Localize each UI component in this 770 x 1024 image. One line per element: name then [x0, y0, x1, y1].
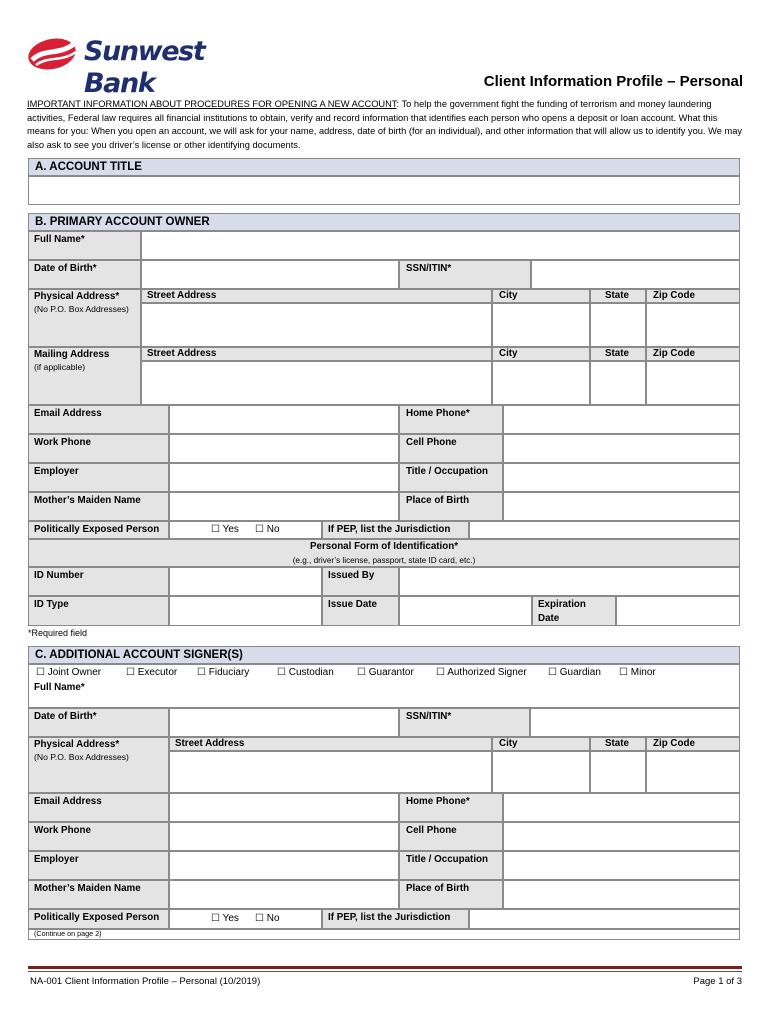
signer-pep-jurisdiction-input[interactable]	[469, 909, 740, 929]
mailing-zip-input[interactable]	[646, 361, 740, 405]
mailing-state-label: State	[605, 348, 629, 359]
cell-phone-label: Cell Phone	[406, 437, 457, 448]
id-number-label: ID Number	[34, 570, 84, 581]
signer-pep-jurisdiction-label: If PEP, list the Jurisdiction	[328, 912, 451, 923]
signer-pep-choice-cell	[169, 909, 322, 929]
account-title-input[interactable]	[28, 176, 740, 205]
cell-phone-input[interactable]	[503, 434, 740, 463]
sunwest-logo	[26, 34, 246, 99]
physical-zip-input[interactable]	[646, 303, 740, 347]
id-type-input[interactable]	[169, 596, 322, 626]
mailing-zip-label: Zip Code	[653, 348, 695, 359]
mailing-street-input[interactable]	[141, 361, 492, 405]
signer-city-label: City	[499, 738, 518, 749]
city-label: City	[499, 290, 518, 301]
continue-note: (Continue on page 2)	[34, 929, 102, 938]
signer-ssn-input[interactable]	[530, 708, 740, 737]
full-name-input[interactable]	[141, 231, 740, 260]
signer-cell-phone-label: Cell Phone	[406, 825, 457, 836]
maiden-name-input[interactable]	[169, 492, 399, 521]
signer-zip-label: Zip Code	[653, 738, 695, 749]
role-custodian-checkbox[interactable]: ☐ Custodian	[277, 667, 334, 678]
signer-birthplace-input[interactable]	[503, 880, 740, 909]
footer-rule-thin	[28, 971, 742, 972]
signer-pep-yes-checkbox[interactable]: ☐ Yes	[211, 913, 239, 924]
pep-no-checkbox[interactable]: ☐ No	[255, 524, 280, 535]
signer-home-phone-label: Home Phone*	[406, 796, 470, 807]
role-fiduciary-checkbox[interactable]: ☐ Fiduciary	[197, 667, 250, 678]
physical-street-input[interactable]	[141, 303, 492, 347]
id-number-input[interactable]	[169, 567, 322, 596]
email-label: Email Address	[34, 408, 102, 419]
pep-label: Politically Exposed Person	[34, 524, 160, 535]
signer-zip-input[interactable]	[646, 751, 740, 793]
signer-no-po-note: (No P.O. Box Addresses)	[34, 752, 129, 762]
physical-address-label: Physical Address*	[34, 291, 120, 302]
id-type-label: ID Type	[34, 599, 69, 610]
expiration-label: Expiration	[538, 599, 586, 610]
pep-jurisdiction-input[interactable]	[469, 521, 740, 539]
mailing-address-label: Mailing Address	[34, 349, 110, 360]
signer-pep-label: Politically Exposed Person	[34, 912, 160, 923]
mailing-street-label: Street Address	[147, 348, 217, 359]
signer-pep-no-checkbox[interactable]: ☐ No	[255, 913, 280, 924]
id-form-title: Personal Form of Identification*	[309, 541, 459, 552]
email-input[interactable]	[169, 405, 399, 434]
signer-maiden-label: Mother’s Maiden Name	[34, 883, 141, 894]
role-guardian-checkbox[interactable]: ☐ Guardian	[548, 667, 601, 678]
mailing-state-input[interactable]	[590, 361, 646, 405]
intro-heading: IMPORTANT INFORMATION ABOUT PROCEDURES FOR OPENING A NEW ACCOUNT	[27, 99, 397, 109]
form-title: Client Information Profile – Personal	[483, 73, 743, 90]
issue-date-input[interactable]	[399, 596, 532, 626]
physical-city-input[interactable]	[492, 303, 590, 347]
no-po-note: (No P.O. Box Addresses)	[34, 304, 129, 314]
signer-work-phone-label: Work Phone	[34, 825, 91, 836]
mailing-city-input[interactable]	[492, 361, 590, 405]
expiration-date-input[interactable]	[616, 596, 740, 626]
signer-dob-input[interactable]	[169, 708, 399, 737]
signer-ssn-label: SSN/ITIN*	[406, 711, 452, 722]
signer-birthplace-label: Place of Birth	[406, 883, 470, 894]
state-label: State	[605, 290, 629, 301]
signer-city-input[interactable]	[492, 751, 590, 793]
section-b-header: B. PRIMARY ACCOUNT OWNER	[28, 213, 740, 231]
work-phone-input[interactable]	[169, 434, 399, 463]
required-note: *Required field	[28, 628, 88, 638]
title-occupation-input[interactable]	[503, 463, 740, 492]
signer-work-phone-input[interactable]	[169, 822, 399, 851]
section-a-header: A. ACCOUNT TITLE	[28, 158, 740, 176]
footer-form-id: NA-001 Client Information Profile – Personal (10/2019)	[30, 976, 261, 987]
signer-title-input[interactable]	[503, 851, 740, 880]
maiden-name-label: Mother’s Maiden Name	[34, 495, 141, 506]
ssn-input[interactable]	[531, 260, 740, 289]
issued-by-input[interactable]	[399, 567, 740, 596]
signer-employer-input[interactable]	[169, 851, 399, 880]
signer-maiden-input[interactable]	[169, 880, 399, 909]
street-label: Street Address	[147, 290, 217, 301]
continue-row	[28, 929, 740, 940]
full-name-label: Full Name*	[34, 234, 85, 245]
zip-label: Zip Code	[653, 290, 695, 301]
signer-email-input[interactable]	[169, 793, 399, 822]
dob-input[interactable]	[141, 260, 399, 289]
id-form-examples: (e.g., driver’s license, passport, state ID card, etc.)	[292, 556, 476, 565]
work-phone-label: Work Phone	[34, 437, 91, 448]
role-authorized-signer-checkbox[interactable]: ☐ Authorized Signer	[436, 667, 527, 678]
role-guarantor-checkbox[interactable]: ☐ Guarantor	[357, 667, 414, 678]
footer-rule	[28, 966, 742, 969]
home-phone-label: Home Phone*	[406, 408, 470, 419]
sunwest-swoosh-icon	[26, 34, 82, 74]
signer-home-phone-input[interactable]	[503, 793, 740, 822]
logo-text: Sunwest Bank	[84, 36, 205, 99]
if-applicable-note: (if applicable)	[34, 362, 86, 372]
signer-title-label: Title / Occupation	[406, 854, 489, 865]
signer-address-label: Physical Address*	[34, 739, 120, 750]
signer-full-name-label: Full Name*	[34, 682, 85, 693]
pep-yes-checkbox[interactable]: ☐ Yes	[211, 524, 239, 535]
expiration-date-label: Date	[538, 613, 560, 624]
intro-notice	[27, 98, 745, 152]
mailing-city-label: City	[499, 348, 518, 359]
section-c-header: C. ADDITIONAL ACCOUNT SIGNER(S)	[28, 646, 740, 664]
signer-street-input[interactable]	[169, 751, 492, 793]
pep-choice-cell	[169, 521, 322, 539]
signer-employer-label: Employer	[34, 854, 79, 865]
signer-cell-phone-input[interactable]	[503, 822, 740, 851]
role-minor-checkbox[interactable]: ☐ Minor	[619, 667, 656, 678]
role-executor-checkbox[interactable]: ☐ Executor	[126, 667, 178, 678]
intro-body: : To help the government fight the funding of terrorism and money laundering activities, Federal law requires all financial institutions to obtain, verify and record information that identifies each person who opens a deposit or loan account. What this means for you: When you open an account, we will ask for your name, address, date of birth (for an individual), and other information that will allow us to identify you. We may also ask to see you driver’s license or other identifying documents.	[27, 99, 743, 150]
role-joint-owner-checkbox[interactable]: ☐ Joint Owner	[36, 667, 102, 678]
issued-by-label: Issued By	[328, 570, 375, 581]
signer-dob-label: Date of Birth*	[34, 711, 97, 722]
place-of-birth-input[interactable]	[503, 492, 740, 521]
physical-state-input[interactable]	[590, 303, 646, 347]
dob-label: Date of Birth*	[34, 263, 97, 274]
signer-state-input[interactable]	[590, 751, 646, 793]
employer-label: Employer	[34, 466, 79, 477]
signer-email-label: Email Address	[34, 796, 102, 807]
title-occupation-label: Title / Occupation	[406, 466, 489, 477]
ssn-label: SSN/ITIN*	[406, 263, 452, 274]
place-of-birth-label: Place of Birth	[406, 495, 470, 506]
footer-page-number: Page 1 of 3	[693, 976, 742, 987]
signer-street-label: Street Address	[175, 738, 245, 749]
signer-state-label: State	[605, 738, 629, 749]
employer-input[interactable]	[169, 463, 399, 492]
pep-jurisdiction-label: If PEP, list the Jurisdiction	[328, 524, 451, 535]
home-phone-input[interactable]	[503, 405, 740, 434]
issue-date-label: Issue Date	[328, 599, 378, 610]
